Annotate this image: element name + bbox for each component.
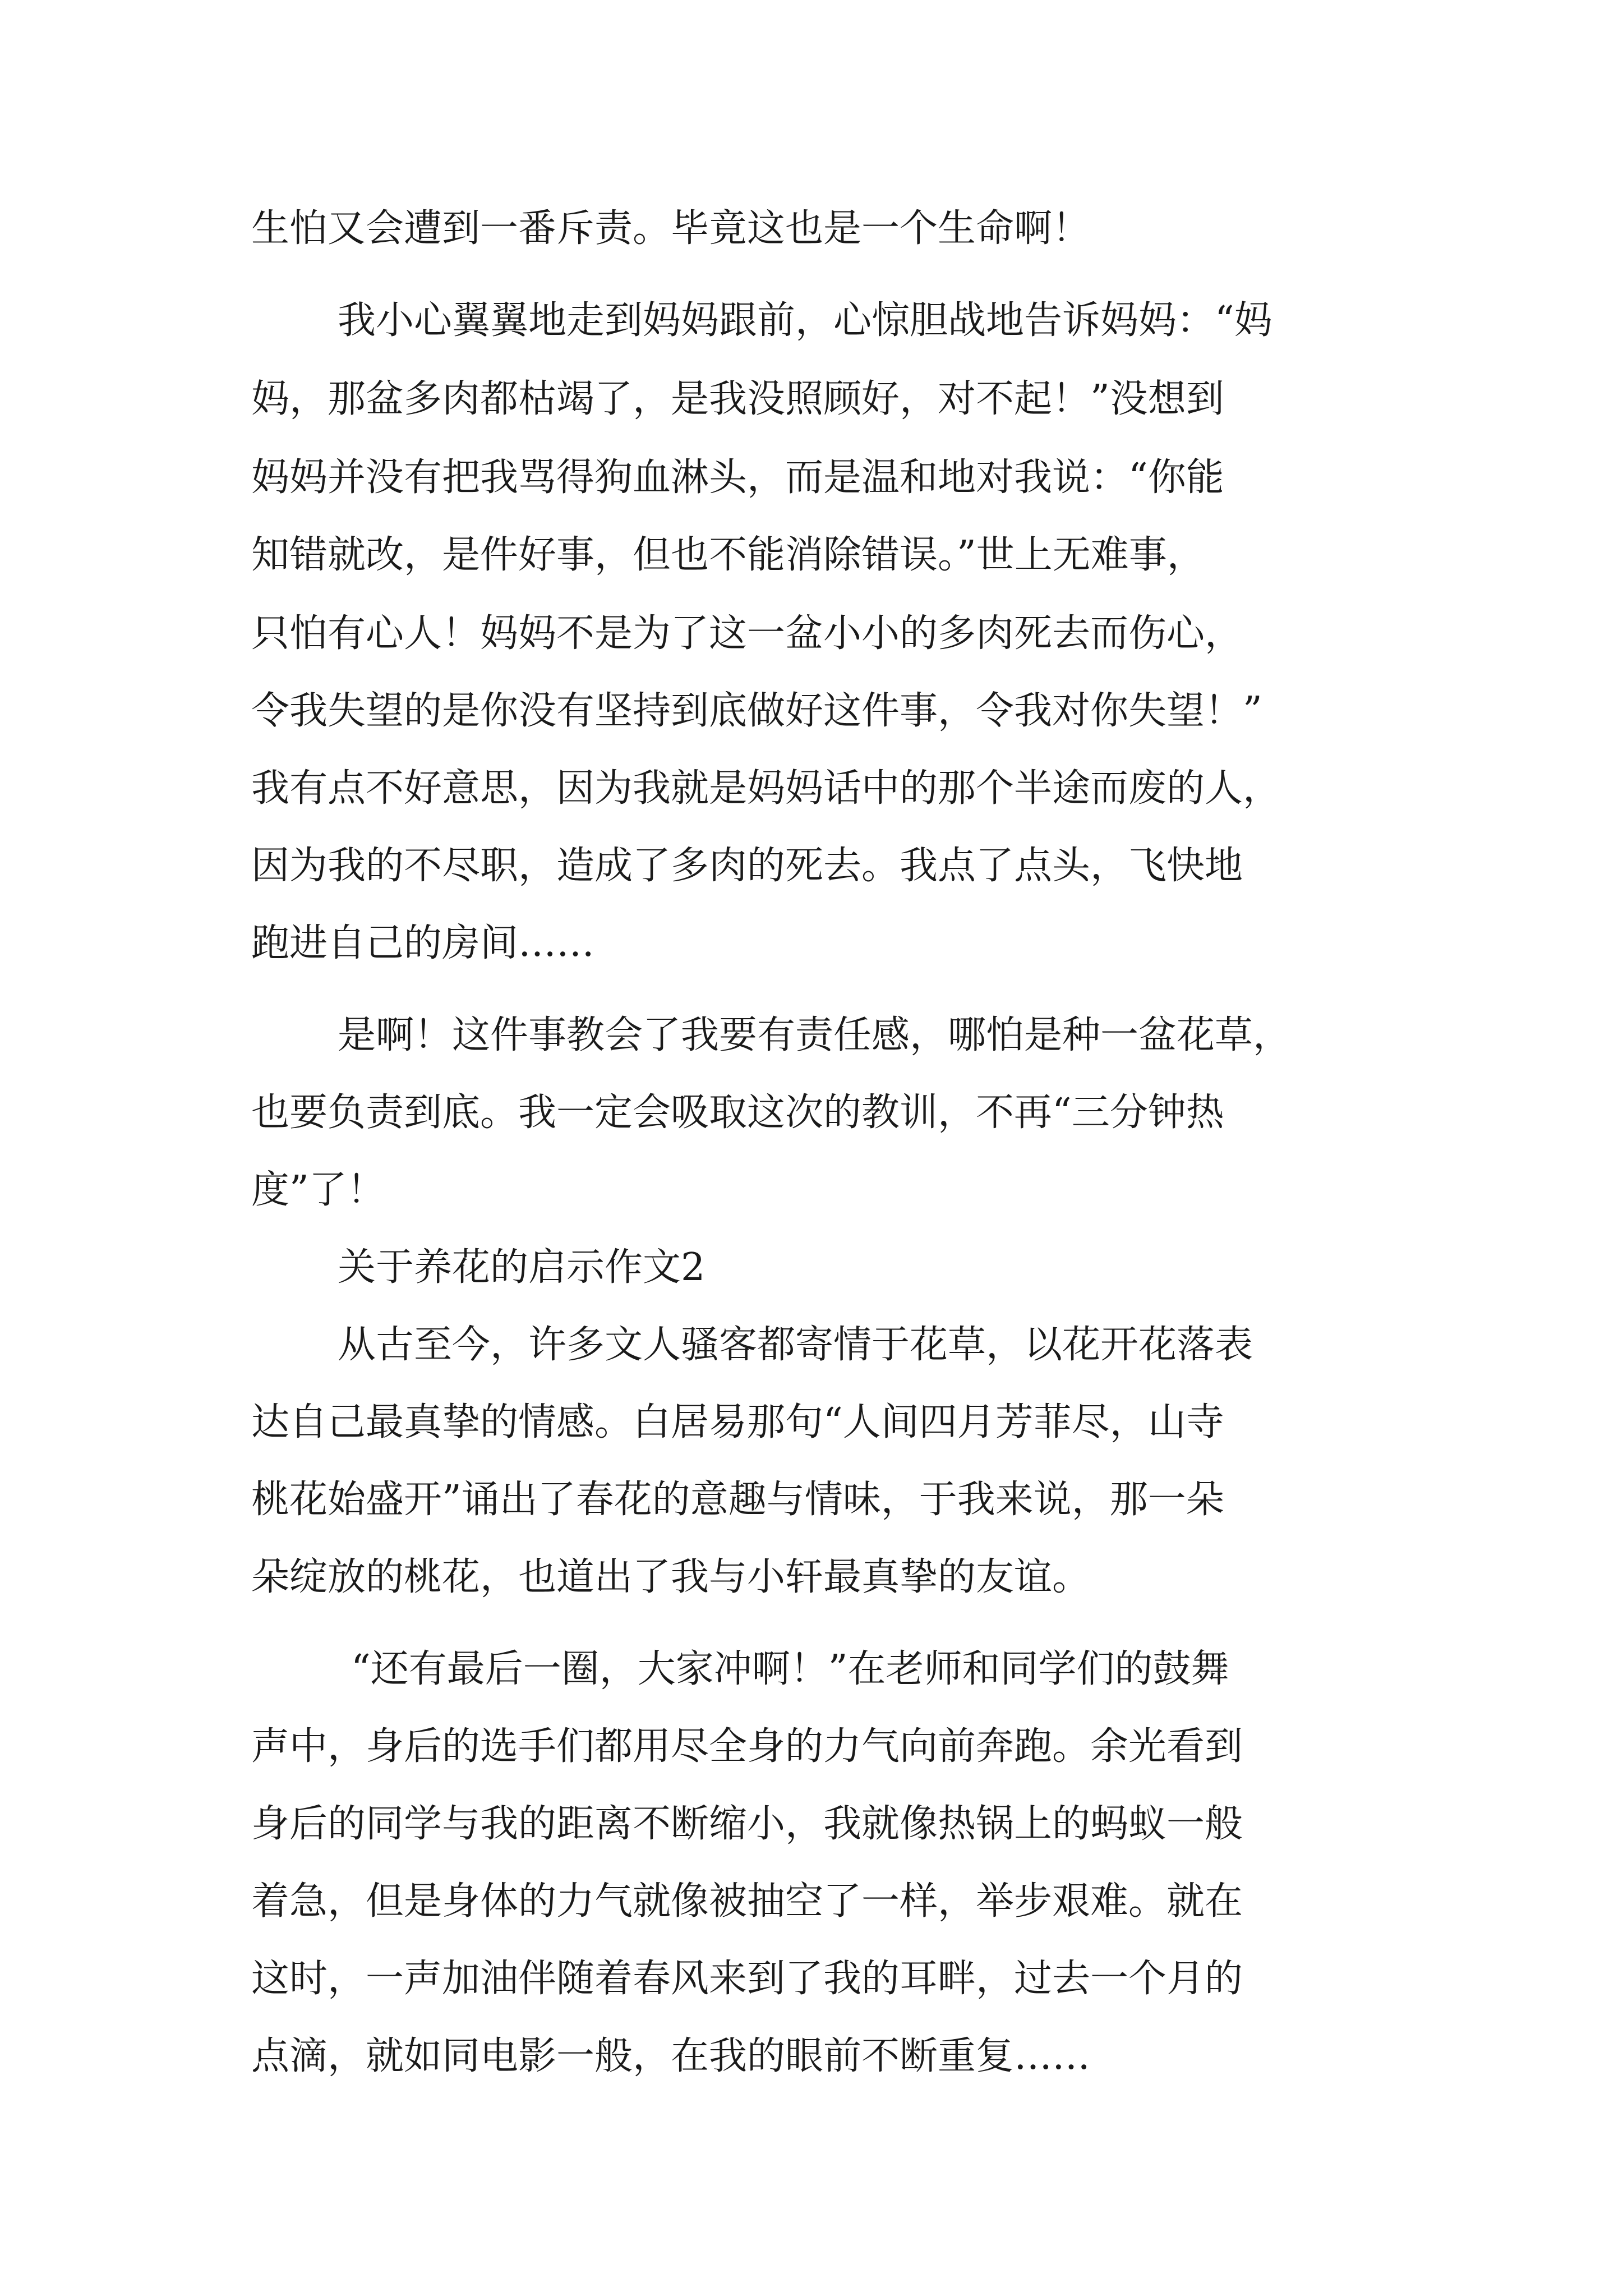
text-line-11: 是啊！这件事教会了我要有责任感，哪怕是种一盆花草， <box>338 1013 1292 1057</box>
text-line-24: 点滴，就如同电影一般，在我的眼前不断重复…… <box>251 2034 1091 2078</box>
text-line-18: 朵绽放的桃花，也道出了我与小轩最真挚的友谊。 <box>251 1555 1091 1599</box>
text-line-3: 妈，那盆多肉都枯竭了，是我没照顾好，对不起！”没想到 <box>251 377 1224 421</box>
text-line-10: 跑进自己的房间…… <box>251 921 595 965</box>
text-line-21: 身后的同学与我的距离不断缩小，我就像热锅上的蚂蚁一般 <box>251 1802 1243 1846</box>
text-line-4: 妈妈并没有把我骂得狗血淋头，而是温和地对我说：“你能 <box>251 455 1224 500</box>
text-line-16: 达自己最真挚的情感。白居易那句“人间四月芳菲尽，山寺 <box>251 1400 1224 1444</box>
text-line-1: 生怕又会遭到一番斥责。毕竟这也是一个生命啊！ <box>251 206 1091 251</box>
text-line-2: 我小心翼翼地走到妈妈跟前，心惊胆战地告诉妈妈：“妈 <box>338 298 1272 343</box>
text-line-20: 声中，身后的选手们都用尽全身的力气向前奔跑。余光看到 <box>251 1724 1243 1769</box>
text-line-19: “还有最后一圈，大家冲啊！”在老师和同学们的鼓舞 <box>351 1647 1229 1691</box>
text-line-15: 从古至今，许多文人骚客都寄情于花草，以花开花落表 <box>338 1323 1253 1367</box>
text-line-23: 这时，一声加油伴随着春风来到了我的耳畔，过去一个月的 <box>251 1957 1243 2001</box>
text-line-9: 因为我的不尽职，造成了多肉的死去。我点了点头，飞快地 <box>251 844 1243 888</box>
text-line-17: 桃花始盛开”诵出了春花的意趣与情味，于我来说，那一朵 <box>251 1478 1224 1522</box>
text-line-7: 令我失望的是你没有坚持到底做好这件事，令我对你失望！” <box>251 689 1262 733</box>
text-line-8: 我有点不好意思，因为我就是妈妈话中的那个半途而废的人， <box>251 766 1281 811</box>
text-line-5: 知错就改，是件好事，但也不能消除错误。”世上无难事， <box>251 533 1205 577</box>
text-line-6: 只怕有心人！妈妈不是为了这一盆小小的多肉死去而伤心， <box>251 611 1243 656</box>
text-line-22: 着急，但是身体的力气就像被抽空了一样，举步艰难。就在 <box>251 1879 1243 1924</box>
section-heading: 关于养花的启示作文2 <box>338 1245 706 1290</box>
text-line-13: 度”了！ <box>251 1168 385 1212</box>
text-line-12: 也要负责到底。我一定会吸取这次的教训，不再“三分钟热 <box>251 1091 1224 1135</box>
